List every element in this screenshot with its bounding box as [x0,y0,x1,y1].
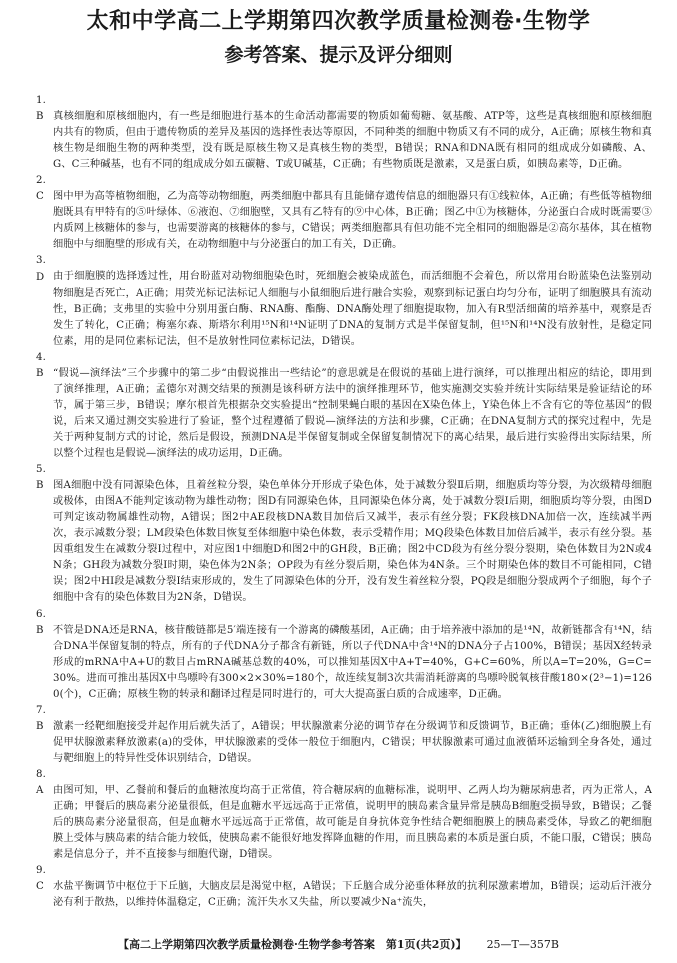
answer-number: 3.D [36,255,47,283]
answer-item-4 [36,350,652,462]
answer-number: 1.B [36,95,47,123]
answer-explanation: 由于细胞膜的选择透过性，用台盼蓝对动物细胞染色时，死细胞会被染成蓝色，而活细胞不会着色，所以常用台盼蓝染色法鉴别动物细胞是否死亡，A正确；用荧光标记法标记人细胞与小鼠细胞后进行融合实验，观察到标记蛋白均匀分布，证明了细胞膜具有流动性，B正确；支弗里的实验中分别用蛋白酶、RNA酶、酯酶、DNA酶处理了细胞提取物，加入有R型活细菌的培养基中，观察是否发生了转化，C正确；梅塞尔森、斯塔尔利用¹⁵N和¹⁴N证明了DNA的复制方式是半保留复制，但¹⁵N和¹⁴N没有放射性，是稳定同位素，用的是同位素标记法，但不是放射性同位素标记法，D错误。 [53,271,652,347]
document-title: 太和中学高二上学期第四次教学质量检测卷·生物学 [86,9,591,34]
answer-item-5 [36,462,652,606]
answer-number: 5.B [36,464,47,492]
answer-explanation: 图中甲为高等植物细胞，乙为高等动物细胞，两类细胞中都具有且能储存遗传信息的细胞器只有①线粒体，A正确；有些低等植物细胞既具有甲特有的⑤叶绿体、⑥液泡、⑦细胞壁，又具有乙特有的⑨中心体，B正确；图乙中①为核糖体，分泌蛋白合成时既需要③内质网上核糖体的参与，也需要游离的核糖体的参与，C错误；两类细胞都具有但功能不完全相同的细胞器是②高尔基体，其在植物细胞中与细胞壁的形成有关，在动物细胞中与分泌蛋白的加工有关，D正确。 [53,191,652,251]
answer-explanation: 真核细胞和原核细胞内，有一些是细胞进行基本的生命活动都需要的物质如葡萄糖、氨基酸、ATP等，这些是真核细胞和原核细胞内共有的物质，但由于遗传物质的差异及基因的选择性表达等原因，不同种类的细胞中物质又有不同的成分，A正确；原核生物和真核生物是细胞生物的两种类型，没有既是原核生物又是真核生物的类型，B错误；RNA和DNA既有相同的组成成分如磷酸、A、G、C三种碱基，也有不同的组成成分如五碳糖、T或U碱基，C正确；有些物质既是激素，又是蛋白质，如胰岛素等，D正确。 [53,111,652,171]
answer-explanation: 不管是DNA还是RNA，核苷酸链都是5′端连接有一个游离的磷酸基团，A正确；由于培养液中添加的是¹⁴N，故新链都含有¹⁴N，结合DNA半保留复制的特点，所有的子代DNA分子都含有新链，所以子代DNA中含¹⁴N的DNA分子占100%，B错误；基因X经转录形成的mRNA中A+U的数目占mRNA碱基总数的40%，可以推知基因X中A+T=40%，G+C=60%，所以A=T=20%，G=C=30%。进而可推出基因X中鸟嘌呤有300×2×30%=180个，故连续复制3次共需消耗游离的鸟嘌呤脱氧核苷酸180×(2³−1)=1260(个)，C正确；原核生物的转录和翻译过程是同时进行的，可大大提高蛋白质的合成速率，D正确。 [53,624,652,700]
answer-item-3 [36,253,652,349]
answer-item-2 [36,173,652,253]
answer-number: 8.A [36,768,47,797]
answer-item-1 [36,93,652,173]
document-subtitle: 参考答案、提示及评分细则 [224,44,453,66]
answer-item-8 [36,767,652,863]
answer-number: 4.B [36,351,47,379]
answer-number: 7.B [36,704,47,732]
page-footer [0,936,677,952]
answer-explanation: 激素一经靶细胞接受并起作用后就失活了，A错误；甲状腺激素分泌的调节存在分级调节和反馈调节，B正确；垂体(乙)细胞膜上有促甲状腺激素释放激素(a)的受体，甲状腺激素的受体一般位于细胞内，C错误；甲状腺激素可通过血液循环运输到全身各处，通过与靶细胞上的特异性受体识别结合，D错误。 [53,720,652,764]
answer-explanation: 图A细胞中没有同源染色体，且着丝粒分裂，染色单体分开形成子染色体，处于减数分裂Ⅱ后期，细胞质均等分裂，为次级精母细胞或极体，由图A不能判定该动物为雄性动物；图D有同源染色体，且同源染色体分离，处于减数分裂Ⅰ后期，细胞质均等分裂，由图D可判定该动物属雄性动物，A错误；图2中AE段核DNA数目加倍后又减半，表示有丝分裂；FK段核DNA加倍一次，连续减半两次，表示减数分裂；LM段染色体数目恢复至体细胞中染色体数，表示受精作用；MQ段染色体数目加倍后减半，表示有丝分裂。基因重组发生在减数分裂Ⅰ过程中，对应图1中细胞D和图2中的GH段，B正确；图2中CD段为有丝分裂分裂期，染色体数目为2N或4N条；GH段为减数分裂Ⅰ时期，染色体为2N条；OP段为有丝分裂后期，染色体为4N条。三个时期染色体的数目不可能相同，C错误；图2中HI段是减数分裂Ⅰ结束形成的，发生了同源染色体的分开，没有发生着丝粒分裂，PQ段是细胞分裂成两个子细胞，每个子细胞中含有的染色体数目为2N条，D错误。 [53,480,652,604]
footer-doc-code: 25—T—357B [486,938,559,951]
answer-number: 9.C [36,865,47,893]
answer-explanation: 由图可知，甲、乙餐前和餐后的血糖浓度均高于正常值，符合糖尿病的血糖标准，说明甲、乙两人均为糖尿病患者，丙为正常人，A正确；甲餐后的胰岛素分泌量很低，但是血糖水平远远高于正常值，说明甲的胰岛素含量异常是胰岛B细胞受损导致，B错误；乙餐后的胰岛素分泌量很高，但是血糖水平远远高于正常值，故可能是自身抗体竞争性结合靶细胞膜上的胰岛素受体，导致乙的靶细胞膜上受体与胰岛素的结合能力较低，使胰岛素不能很好地发挥降血糖的作用，而且胰岛素的本质是蛋白质，不能口服，C错误；胰岛素是信息分子，并不直接参与细胞代谢，D错误。 [53,785,652,861]
answer-number: 2.C [36,175,47,203]
footer-page-info: 【高二上学期第四次教学质量检测卷·生物学参考答案 第1页(共2页)】 [118,938,467,951]
answer-explanation: “假说—演绎法”三个步骤中的第二步“由假说推出一些结论”的意思就是在假说的基础上进行演绎，可以推理出相应的结论，即用到了演绎推理，A正确；孟德尔对测交结果的预测是该科研方法中的演绎推理环节，他实施测交实验并统计实际结果是验证结论的环节，属于第三步，B错误；摩尔根首先根据杂交实验提出“控制果蝇白眼的基因在X染色体上，Y染色体上不含有它的等位基因”的假说，后来又通过测交实验进行了验证，整个过程遵循了假说—演绎法的方法和步骤，C正确；在DNA复制方式的探究过程中，先是关于两种复制方式的讨论，然后是假设，预测DNA是半保留复制或全保留复制情况下的离心结果，最后进行实验得出实际结果，所以整个过程也是假说—演绎法的成功运用，D正确。 [53,367,652,460]
answer-explanation: 水盐平衡调节中枢位于下丘脑，大脑皮层是渴觉中枢，A错误；下丘脑合成分泌垂体释放的抗利尿激素增加，B错误；运动后汗液分泌有利于散热，以维持体温稳定，C正确；流汗失水又失盐，所以要减少Na⁺流失， [53,881,652,909]
answer-item-9 [36,863,652,911]
answer-number: 6.B [36,608,47,636]
answer-list [36,93,652,911]
answer-item-7 [36,703,652,767]
answer-item-6 [36,607,652,703]
